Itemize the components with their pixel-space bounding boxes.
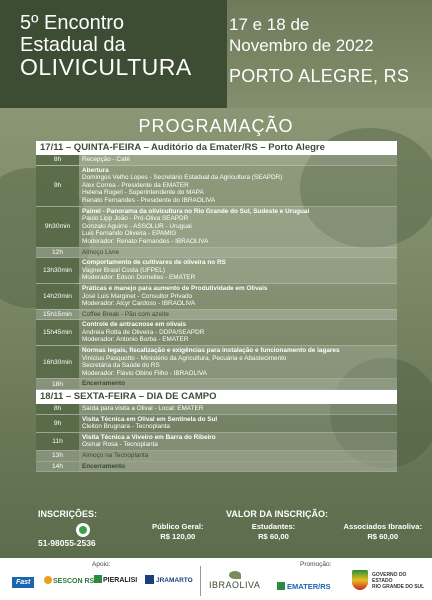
schedule-row: [36, 284, 397, 310]
schedule-description: [79, 462, 397, 472]
schedule-time: 14h: [36, 462, 79, 472]
schedule-row: [36, 166, 397, 207]
session-title: Comportamento de cultivares de oliveira no RS: [82, 259, 226, 267]
schedule-row: [36, 346, 397, 379]
schedule-description: [79, 258, 397, 283]
schedule-time: 11h: [36, 433, 79, 450]
session-line: Paulo Lipp João - Pró-Oliva SEAPDR: [82, 215, 189, 223]
session-title: Painel - Panorama da olivicultura no Rio Grande do Sul, Sudeste e Uruguai: [82, 207, 310, 215]
title-line-1: 5º Encontro: [20, 12, 125, 34]
session-line: Almoço na Tecnoplanta: [82, 452, 149, 459]
session-line: Domingos Velho Lopes - Secretário Estadual da Agricultura (SEAPDR): [82, 174, 283, 182]
session-title: Normas legais, fiscalização e exigências para instalação e funcionamento de lagares: [82, 347, 340, 355]
olive-leaf-icon: [229, 571, 241, 579]
schedule-description: [79, 310, 397, 320]
schedule-description: [79, 451, 397, 461]
support-label: Apoio:: [92, 561, 111, 568]
sescon-logo: [44, 576, 94, 585]
session-line: Vinícius Pasquotto - Ministério da Agricultura, Pecuária e Abastecimento: [82, 354, 287, 362]
pieralisi-logo-text: PIERALISI: [103, 577, 138, 584]
whatsapp-icon: [76, 523, 90, 537]
schedule-row: [36, 258, 397, 284]
registration-fees: [152, 509, 422, 541]
program-title: PROGRAMAÇÃO: [138, 116, 294, 136]
sescon-logo-text: SESCON RS: [53, 578, 95, 585]
session-line: Osmar Rosa - Tecnoplanta: [82, 441, 158, 449]
fee-amount: R$ 60,00: [367, 532, 399, 541]
schedule-time: 16h30min: [36, 346, 79, 378]
session-title: Encerramento: [82, 462, 125, 470]
dates-line-1: 17 e 18 de: [229, 15, 310, 34]
promotion-label: Promoção:: [300, 561, 332, 568]
emater-mark-icon: [277, 582, 285, 590]
fee-item: [252, 522, 295, 541]
session-line: Recepção - Café: [82, 156, 130, 163]
emater-logo-text: EMATER/RS: [287, 582, 331, 591]
session-line: Secretária da Saúde do RS: [82, 362, 160, 370]
session-line: Andreia Rotta de Oliveira - DDPA/SEAPDR: [82, 328, 205, 336]
schedule-description: [79, 320, 397, 345]
fee-amount: R$ 120,00: [160, 532, 196, 541]
fees-title: VALOR DA INSCRIÇÃO:: [226, 509, 328, 519]
session-line: Moderador: Flávio Obino Filho - IBRAOLIVA: [82, 369, 207, 377]
session-line: Almoço Livre: [82, 248, 119, 256]
session-title: Controle de antracnose em olivais: [82, 321, 187, 329]
schedule-time: 8h: [36, 155, 79, 165]
session-line: Alex Correa - Presidente da EMATER: [82, 181, 189, 189]
inscriptions-label: INSCRIÇÕES:: [38, 509, 98, 519]
title-line-2: Estadual da: [20, 34, 126, 56]
fee-item: [152, 522, 203, 541]
schedule-row: [36, 248, 397, 259]
session-line: Saída para visita a Olival - Local: EMATER: [82, 405, 204, 413]
session-title: Práticas e manejo para aumento de Produtividade em Olivais: [82, 284, 268, 292]
schedule-row: [36, 415, 397, 433]
day2-rows: [36, 404, 397, 472]
schedule-row: [36, 433, 397, 451]
jramarto-mark-icon: [145, 575, 154, 584]
schedule-description: [79, 433, 397, 450]
sponsors-footer: [0, 558, 432, 600]
title-line-3: OLIVICULTURA: [20, 54, 192, 80]
sescon-mark-icon: [44, 576, 52, 584]
schedule-description: [79, 379, 397, 389]
session-title: Visita Técnica a Viveiro em Barra do Ribeiro: [82, 433, 216, 441]
event-title: [20, 12, 225, 78]
fee-label: Estudantes:: [251, 522, 296, 531]
event-city: PORTO ALEGRE, RS: [229, 66, 410, 86]
day1-header: 17/11 – QUINTA-FEIRA – Auditório da Emater/RS – Porto Alegre: [36, 141, 397, 155]
session-line: Moderador: Edson Dornelles - EMATER: [82, 274, 196, 282]
schedule-description: [79, 155, 397, 165]
schedule-time: 18h: [36, 379, 79, 389]
schedule-row: [36, 155, 397, 166]
inscriptions-phone[interactable]: 51-98055-2536: [38, 538, 96, 548]
schedule-description: [79, 248, 397, 258]
schedule-time: 9h30min: [36, 207, 79, 247]
session-line: Luis Fernando Oliveira - EPAMIG: [82, 230, 177, 238]
pieralisi-logo: [94, 575, 137, 584]
session-line: Moderador: Antonio Borba - EMATER: [82, 336, 189, 344]
session-line: Moderador: Alcyr Cardoso - IBRAOLIVA: [82, 300, 196, 308]
schedule-description: [79, 415, 397, 432]
day2-header: 18/11 – SEXTA-FEIRA – DIA DE CAMPO: [36, 390, 397, 404]
session-title: Encerramento: [82, 380, 125, 388]
ibraoliva-logo-text: IBRAOLIVA: [209, 580, 261, 590]
gov-rs-text: [372, 572, 428, 590]
session-line: Renato Fernandes - Presidente do IBRAOLIVA: [82, 196, 216, 204]
session-title: Abertura: [82, 166, 109, 174]
session-line: Gonzalo Aguirre - ASSOLUR - Uruguai: [82, 222, 192, 230]
schedule-time: 13h: [36, 451, 79, 461]
schedule-row: [36, 404, 397, 415]
schedule-row: [36, 379, 397, 390]
schedule-description: [79, 207, 397, 247]
schedule-row: [36, 310, 397, 321]
schedule-row: [36, 320, 397, 346]
schedule-time: 9h: [36, 415, 79, 432]
fast-logo: Fast: [12, 577, 34, 588]
schedule-time: 15h15min: [36, 310, 79, 320]
schedule-time: 8h: [36, 404, 79, 414]
rs-crest-icon: [352, 570, 368, 590]
schedule-time: 15h45min: [36, 320, 79, 345]
day1-rows: [36, 155, 397, 390]
session-line: Cleiton Brugnara - Tecnoplanta: [82, 423, 170, 431]
schedule-row: [36, 207, 397, 248]
pieralisi-mark-icon: [94, 575, 102, 583]
dates-line-2: Novembro de 2022: [229, 36, 374, 55]
fee-label: Associados Ibraoliva:: [343, 522, 422, 531]
session-line: Helena Rugeri - Superintendente do MAPA: [82, 189, 204, 197]
footer-divider: [200, 566, 201, 596]
schedule-description: [79, 346, 397, 378]
session-line: Coffee Break - Pão com azeite: [82, 310, 169, 318]
session-line: Vagner Brasil Costa (UFPEL): [82, 266, 165, 274]
schedule-table: [36, 141, 397, 472]
fee-amount: R$ 60,00: [258, 532, 289, 541]
session-title: Visita Técnica em Olival em Sentinela do Sul: [82, 415, 218, 423]
schedule-description: [79, 284, 397, 309]
emater-logo: [277, 582, 331, 591]
gov-rs-line-2: RIO GRANDE DO SUL: [372, 584, 425, 590]
schedule-time: 12h: [36, 248, 79, 258]
schedule-time: 14h20min: [36, 284, 79, 309]
schedule-row: [36, 451, 397, 462]
schedule-time: 9h: [36, 166, 79, 206]
fee-label: Público Geral:: [152, 522, 204, 531]
jramarto-logo-text: JRAMARTO: [156, 577, 193, 584]
schedule-description: [79, 404, 397, 414]
fees-list: [152, 522, 422, 541]
session-line: Moderador: Renato Fernandes - IBRAOLIVA: [82, 237, 209, 245]
schedule-row: [36, 462, 397, 473]
schedule-description: [79, 166, 397, 206]
fee-item: [343, 522, 422, 541]
session-line: José Luis Marginet - Consultor Privado: [82, 292, 193, 300]
gov-rs-line-1: GOVERNO DO ESTADO: [372, 572, 407, 584]
ibraoliva-logo: [209, 571, 260, 590]
event-dates: [229, 14, 425, 87]
jramarto-logo: [145, 575, 193, 584]
schedule-time: 13h30min: [36, 258, 79, 283]
